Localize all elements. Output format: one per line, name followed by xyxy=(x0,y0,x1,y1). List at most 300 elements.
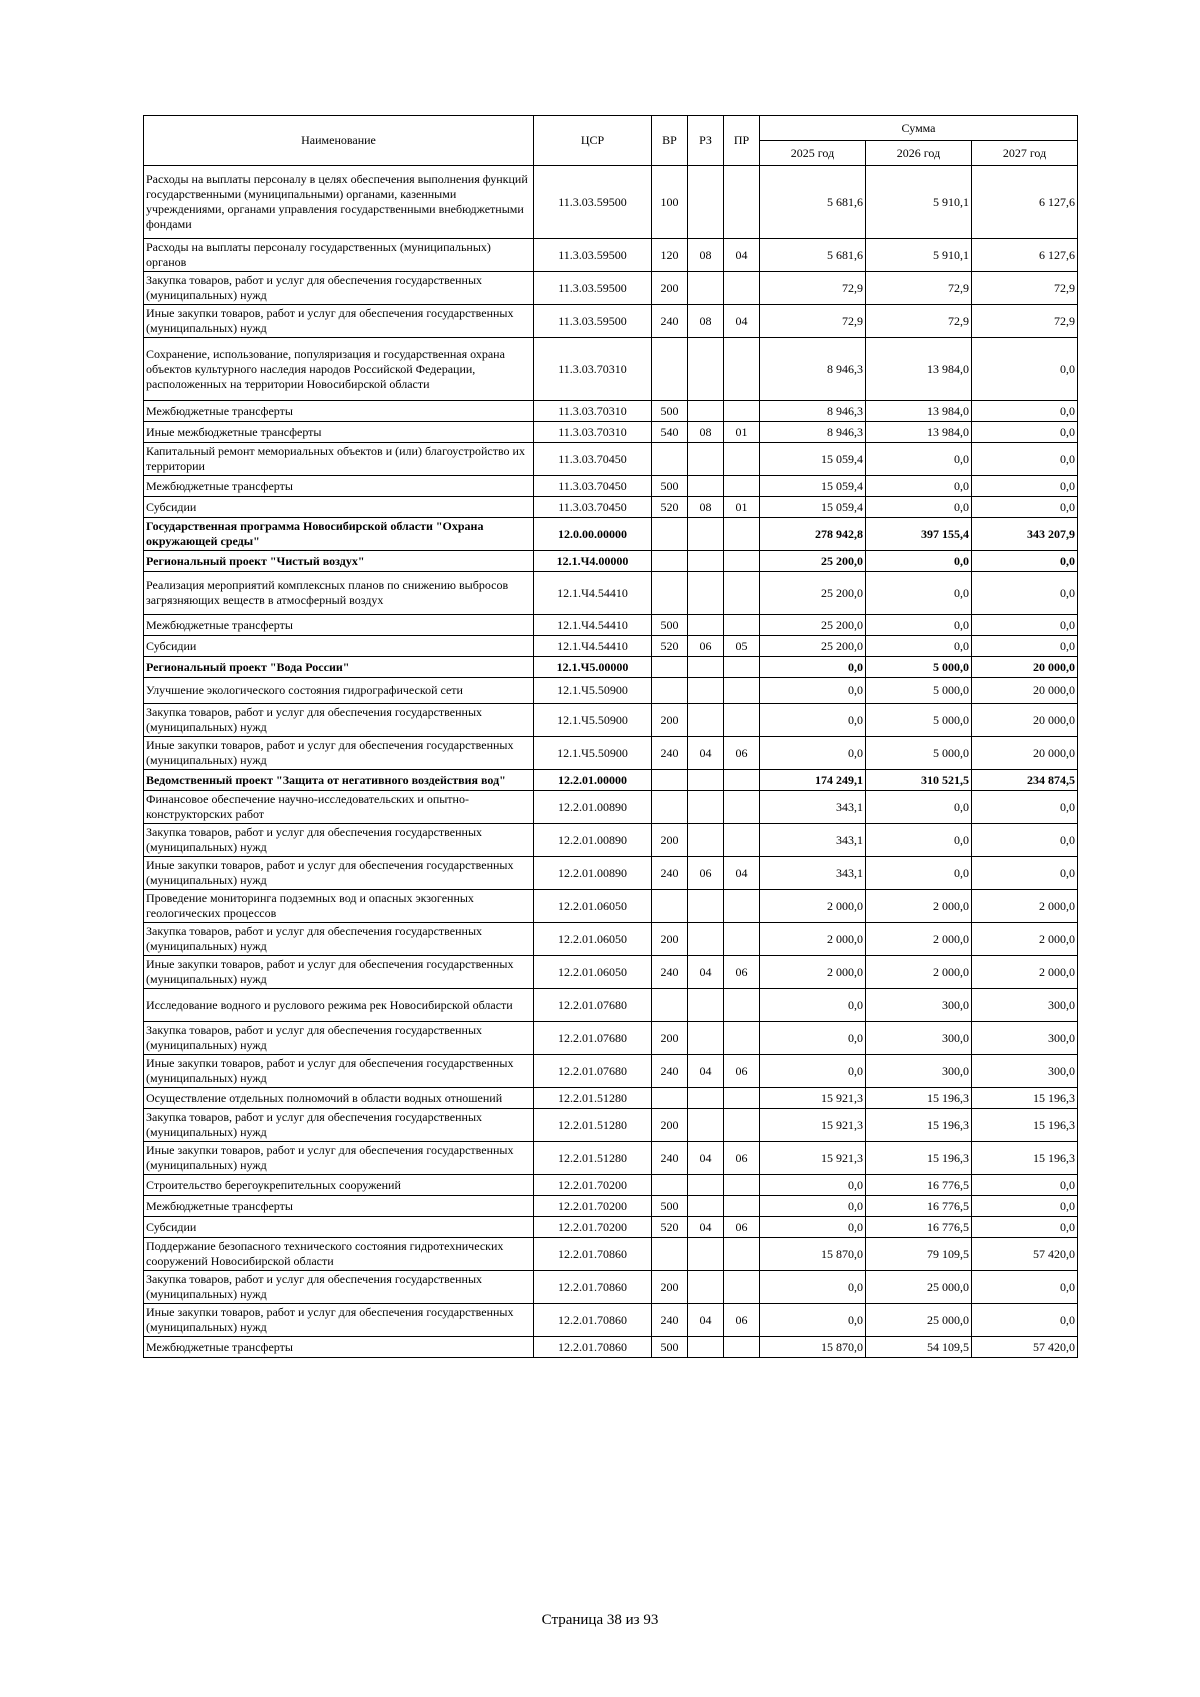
row-csr: 11.3.03.59500 xyxy=(534,272,652,305)
row-name: Субсидии xyxy=(144,636,534,657)
row-2027: 0,0 xyxy=(972,636,1078,657)
row-name: Субсидии xyxy=(144,497,534,518)
row-rz xyxy=(688,615,724,636)
row-rz: 04 xyxy=(688,1304,724,1337)
row-rz xyxy=(688,1109,724,1142)
row-pr: 05 xyxy=(724,636,760,657)
row-2025: 2 000,0 xyxy=(760,956,866,989)
row-2027: 0,0 xyxy=(972,551,1078,572)
row-rz xyxy=(688,476,724,497)
row-2026: 0,0 xyxy=(866,476,972,497)
header-2027: 2027 год xyxy=(972,141,1078,166)
row-2025: 174 249,1 xyxy=(760,770,866,791)
row-name: Расходы на выплаты персоналу государственных (муниципальных) органов xyxy=(144,239,534,272)
row-2026: 5 000,0 xyxy=(866,704,972,737)
row-vr xyxy=(652,791,688,824)
row-csr: 12.2.01.51280 xyxy=(534,1088,652,1109)
table-row xyxy=(144,401,1078,422)
row-rz: 04 xyxy=(688,956,724,989)
row-pr xyxy=(724,657,760,678)
row-2027: 6 127,6 xyxy=(972,239,1078,272)
row-2025: 2 000,0 xyxy=(760,890,866,923)
row-rz xyxy=(688,1238,724,1271)
row-csr: 12.1.Ч4.00000 xyxy=(534,551,652,572)
row-2027: 0,0 xyxy=(972,497,1078,518)
row-vr xyxy=(652,572,688,615)
row-vr: 100 xyxy=(652,166,688,239)
row-2027: 0,0 xyxy=(972,615,1078,636)
row-2025: 0,0 xyxy=(760,989,866,1022)
row-pr xyxy=(724,272,760,305)
row-csr: 12.2.01.70860 xyxy=(534,1337,652,1358)
row-csr: 11.3.03.70450 xyxy=(534,497,652,518)
row-rz xyxy=(688,1175,724,1196)
row-2027: 0,0 xyxy=(972,857,1078,890)
row-csr: 12.2.01.70200 xyxy=(534,1217,652,1238)
row-2025: 0,0 xyxy=(760,1175,866,1196)
row-rz: 04 xyxy=(688,737,724,770)
row-csr: 11.3.03.70310 xyxy=(534,422,652,443)
row-2027: 0,0 xyxy=(972,1217,1078,1238)
row-csr: 12.1.Ч5.00000 xyxy=(534,657,652,678)
row-vr xyxy=(652,890,688,923)
row-vr xyxy=(652,1175,688,1196)
row-csr: 12.2.01.00890 xyxy=(534,824,652,857)
row-2027: 20 000,0 xyxy=(972,704,1078,737)
row-rz xyxy=(688,923,724,956)
row-2025: 25 200,0 xyxy=(760,615,866,636)
row-2027: 343 207,9 xyxy=(972,518,1078,551)
row-2025: 15 921,3 xyxy=(760,1142,866,1175)
row-name: Расходы на выплаты персоналу в целях обеспечения выполнения функций государственными (муниципальными) органами, казенными учреждениями, органами управления государственными внебюджетными фондами xyxy=(144,166,534,239)
table-row xyxy=(144,166,1078,239)
row-csr: 12.2.01.70860 xyxy=(534,1271,652,1304)
row-vr xyxy=(652,1238,688,1271)
row-2027: 15 196,3 xyxy=(972,1088,1078,1109)
table-row xyxy=(144,923,1078,956)
row-name: Межбюджетные трансферты xyxy=(144,401,534,422)
row-2027: 0,0 xyxy=(972,422,1078,443)
header-2025: 2025 год xyxy=(760,141,866,166)
row-pr xyxy=(724,791,760,824)
row-csr: 11.3.03.70450 xyxy=(534,476,652,497)
row-pr xyxy=(724,443,760,476)
row-csr: 11.3.03.70310 xyxy=(534,338,652,401)
budget-table-body xyxy=(144,166,1078,1358)
row-pr xyxy=(724,518,760,551)
row-2027: 72,9 xyxy=(972,305,1078,338)
row-vr: 200 xyxy=(652,923,688,956)
row-pr xyxy=(724,338,760,401)
row-2025: 25 200,0 xyxy=(760,636,866,657)
row-vr: 240 xyxy=(652,956,688,989)
row-vr: 200 xyxy=(652,272,688,305)
row-vr: 520 xyxy=(652,636,688,657)
row-2026: 300,0 xyxy=(866,1055,972,1088)
row-vr: 500 xyxy=(652,1196,688,1217)
row-2027: 2 000,0 xyxy=(972,923,1078,956)
row-2027: 15 196,3 xyxy=(972,1109,1078,1142)
row-rz xyxy=(688,401,724,422)
row-csr: 12.1.Ч5.50900 xyxy=(534,704,652,737)
table-row xyxy=(144,824,1078,857)
row-2026: 13 984,0 xyxy=(866,401,972,422)
row-rz xyxy=(688,791,724,824)
budget-table xyxy=(143,115,1078,1358)
table-row xyxy=(144,989,1078,1022)
table-row xyxy=(144,1109,1078,1142)
row-vr: 240 xyxy=(652,1142,688,1175)
row-vr: 500 xyxy=(652,401,688,422)
row-csr: 12.1.Ч4.54410 xyxy=(534,572,652,615)
row-vr: 520 xyxy=(652,1217,688,1238)
row-name: Капитальный ремонт мемориальных объектов и (или) благоустройство их территории xyxy=(144,443,534,476)
row-2027: 0,0 xyxy=(972,338,1078,401)
row-2026: 25 000,0 xyxy=(866,1304,972,1337)
header-2026: 2026 год xyxy=(866,141,972,166)
row-name: Закупка товаров, работ и услуг для обеспечения государственных (муниципальных) нужд xyxy=(144,923,534,956)
table-row xyxy=(144,1022,1078,1055)
row-2026: 0,0 xyxy=(866,857,972,890)
row-csr: 12.1.Ч4.54410 xyxy=(534,636,652,657)
row-name: Иные закупки товаров, работ и услуг для обеспечения государственных (муниципальных) нужд xyxy=(144,1304,534,1337)
row-2027: 15 196,3 xyxy=(972,1142,1078,1175)
row-2025: 0,0 xyxy=(760,1055,866,1088)
row-rz xyxy=(688,678,724,704)
table-row xyxy=(144,1088,1078,1109)
row-rz: 04 xyxy=(688,1142,724,1175)
row-name: Региональный проект "Чистый воздух" xyxy=(144,551,534,572)
row-2026: 0,0 xyxy=(866,824,972,857)
row-2027: 0,0 xyxy=(972,1175,1078,1196)
row-vr: 540 xyxy=(652,422,688,443)
row-2026: 15 196,3 xyxy=(866,1088,972,1109)
row-pr: 04 xyxy=(724,305,760,338)
row-name: Межбюджетные трансферты xyxy=(144,615,534,636)
row-2025: 8 946,3 xyxy=(760,401,866,422)
row-vr xyxy=(652,657,688,678)
table-row xyxy=(144,1142,1078,1175)
row-pr xyxy=(724,1022,760,1055)
row-2027: 0,0 xyxy=(972,572,1078,615)
row-csr: 12.2.01.00890 xyxy=(534,857,652,890)
table-row xyxy=(144,636,1078,657)
row-pr: 06 xyxy=(724,1217,760,1238)
row-2025: 15 870,0 xyxy=(760,1238,866,1271)
header-sum: Сумма xyxy=(760,116,1078,141)
row-2026: 0,0 xyxy=(866,572,972,615)
row-csr: 11.3.03.59500 xyxy=(534,166,652,239)
row-name: Реализация мероприятий комплексных планов по снижению выбросов загрязняющих веществ в атмосферный воздух xyxy=(144,572,534,615)
row-2026: 5 000,0 xyxy=(866,737,972,770)
row-2026: 397 155,4 xyxy=(866,518,972,551)
row-name: Иные закупки товаров, работ и услуг для обеспечения государственных (муниципальных) нужд xyxy=(144,1055,534,1088)
row-pr xyxy=(724,401,760,422)
row-pr xyxy=(724,1196,760,1217)
row-2026: 5 910,1 xyxy=(866,166,972,239)
row-csr: 12.2.01.70860 xyxy=(534,1304,652,1337)
row-csr: 11.3.03.70310 xyxy=(534,401,652,422)
table-row xyxy=(144,890,1078,923)
row-rz xyxy=(688,704,724,737)
row-vr: 240 xyxy=(652,737,688,770)
row-csr: 12.2.01.06050 xyxy=(534,890,652,923)
row-rz xyxy=(688,1271,724,1304)
table-row xyxy=(144,497,1078,518)
table-row xyxy=(144,1196,1078,1217)
row-2027: 20 000,0 xyxy=(972,737,1078,770)
row-name: Закупка товаров, работ и услуг для обеспечения государственных (муниципальных) нужд xyxy=(144,1271,534,1304)
row-pr: 06 xyxy=(724,956,760,989)
row-2027: 20 000,0 xyxy=(972,657,1078,678)
row-name: Государственная программа Новосибирской области "Охрана окружающей среды" xyxy=(144,518,534,551)
row-vr: 200 xyxy=(652,824,688,857)
row-2025: 15 059,4 xyxy=(760,443,866,476)
row-vr: 500 xyxy=(652,476,688,497)
row-name: Сохранение, использование, популяризация и государственная охрана объектов культурного наследия народов Российской Федерации, расположенных на территории Новосибирской области xyxy=(144,338,534,401)
table-row xyxy=(144,476,1078,497)
row-vr xyxy=(652,678,688,704)
row-rz xyxy=(688,770,724,791)
row-rz xyxy=(688,657,724,678)
row-2025: 15 921,3 xyxy=(760,1109,866,1142)
row-2026: 0,0 xyxy=(866,551,972,572)
row-rz xyxy=(688,443,724,476)
header-rz: РЗ xyxy=(688,116,724,166)
row-vr: 240 xyxy=(652,857,688,890)
table-row xyxy=(144,338,1078,401)
row-2026: 54 109,5 xyxy=(866,1337,972,1358)
header-name: Наименование xyxy=(144,116,534,166)
row-2027: 2 000,0 xyxy=(972,890,1078,923)
row-vr: 240 xyxy=(652,1304,688,1337)
row-vr xyxy=(652,551,688,572)
row-2025: 0,0 xyxy=(760,1217,866,1238)
row-2027: 0,0 xyxy=(972,1196,1078,1217)
row-2027: 0,0 xyxy=(972,401,1078,422)
table-row xyxy=(144,1217,1078,1238)
row-name: Закупка товаров, работ и услуг для обеспечения государственных (муниципальных) нужд xyxy=(144,704,534,737)
row-rz xyxy=(688,1088,724,1109)
row-vr xyxy=(652,338,688,401)
table-row xyxy=(144,737,1078,770)
row-2025: 0,0 xyxy=(760,704,866,737)
row-2025: 72,9 xyxy=(760,272,866,305)
row-rz xyxy=(688,1196,724,1217)
table-row xyxy=(144,551,1078,572)
row-2025: 343,1 xyxy=(760,857,866,890)
row-pr: 04 xyxy=(724,857,760,890)
row-2026: 15 196,3 xyxy=(866,1109,972,1142)
table-row xyxy=(144,791,1078,824)
row-vr: 500 xyxy=(652,615,688,636)
row-vr: 200 xyxy=(652,704,688,737)
budget-table-container xyxy=(143,115,1077,1358)
row-name: Финансовое обеспечение научно-исследовательских и опытно-конструкторских работ xyxy=(144,791,534,824)
row-2025: 72,9 xyxy=(760,305,866,338)
row-vr: 200 xyxy=(652,1022,688,1055)
row-pr xyxy=(724,1337,760,1358)
row-2026: 16 776,5 xyxy=(866,1196,972,1217)
row-rz xyxy=(688,518,724,551)
row-rz xyxy=(688,272,724,305)
header-pr: ПР xyxy=(724,116,760,166)
row-2025: 0,0 xyxy=(760,1196,866,1217)
row-2026: 72,9 xyxy=(866,272,972,305)
row-2026: 2 000,0 xyxy=(866,956,972,989)
row-rz: 08 xyxy=(688,422,724,443)
row-csr: 12.2.01.06050 xyxy=(534,923,652,956)
row-2025: 15 059,4 xyxy=(760,476,866,497)
row-name: Исследование водного и руслового режима рек Новосибирской области xyxy=(144,989,534,1022)
row-name: Субсидии xyxy=(144,1217,534,1238)
row-name: Закупка товаров, работ и услуг для обеспечения государственных (муниципальных) нужд xyxy=(144,1022,534,1055)
row-2026: 0,0 xyxy=(866,443,972,476)
row-2026: 5 000,0 xyxy=(866,657,972,678)
row-2026: 5 000,0 xyxy=(866,678,972,704)
row-rz xyxy=(688,338,724,401)
table-row xyxy=(144,956,1078,989)
row-name: Осуществление отдельных полномочий в области водных отношений xyxy=(144,1088,534,1109)
row-name: Иные закупки товаров, работ и услуг для обеспечения государственных (муниципальных) нужд xyxy=(144,737,534,770)
table-row xyxy=(144,443,1078,476)
table-row xyxy=(144,518,1078,551)
row-name: Региональный проект "Вода России" xyxy=(144,657,534,678)
row-rz xyxy=(688,551,724,572)
row-2026: 0,0 xyxy=(866,615,972,636)
page-number: Страница 38 из 93 xyxy=(541,1612,659,1628)
row-csr: 12.2.01.00890 xyxy=(534,791,652,824)
table-row xyxy=(144,1055,1078,1088)
row-2025: 5 681,6 xyxy=(760,239,866,272)
row-rz xyxy=(688,824,724,857)
row-name: Поддержание безопасного технического состояния гидротехнических сооружений Новосибирской области xyxy=(144,1238,534,1271)
row-rz xyxy=(688,1337,724,1358)
row-2026: 300,0 xyxy=(866,1022,972,1055)
row-csr: 12.2.01.51280 xyxy=(534,1142,652,1175)
table-row xyxy=(144,704,1078,737)
row-rz: 06 xyxy=(688,636,724,657)
row-2026: 25 000,0 xyxy=(866,1271,972,1304)
row-csr: 12.2.01.70200 xyxy=(534,1196,652,1217)
row-2025: 8 946,3 xyxy=(760,422,866,443)
row-2027: 57 420,0 xyxy=(972,1337,1078,1358)
row-2027: 72,9 xyxy=(972,272,1078,305)
row-rz xyxy=(688,1022,724,1055)
row-2027: 2 000,0 xyxy=(972,956,1078,989)
row-2026: 72,9 xyxy=(866,305,972,338)
row-2025: 278 942,8 xyxy=(760,518,866,551)
row-pr xyxy=(724,1109,760,1142)
row-name: Ведомственный проект "Защита от негативного воздействия вод" xyxy=(144,770,534,791)
row-pr xyxy=(724,923,760,956)
row-csr: 12.2.01.06050 xyxy=(534,956,652,989)
row-2027: 57 420,0 xyxy=(972,1238,1078,1271)
row-2026: 0,0 xyxy=(866,791,972,824)
row-2025: 0,0 xyxy=(760,1022,866,1055)
row-2027: 0,0 xyxy=(972,791,1078,824)
row-rz: 04 xyxy=(688,1055,724,1088)
row-2026: 5 910,1 xyxy=(866,239,972,272)
row-2025: 0,0 xyxy=(760,1271,866,1304)
row-name: Межбюджетные трансферты xyxy=(144,1196,534,1217)
row-pr: 06 xyxy=(724,1055,760,1088)
row-pr xyxy=(724,1271,760,1304)
row-pr xyxy=(724,704,760,737)
row-vr: 200 xyxy=(652,1271,688,1304)
row-csr: 12.2.01.70860 xyxy=(534,1238,652,1271)
header-vr: ВР xyxy=(652,116,688,166)
row-2027: 0,0 xyxy=(972,1304,1078,1337)
row-2027: 300,0 xyxy=(972,1022,1078,1055)
row-2025: 0,0 xyxy=(760,657,866,678)
row-csr: 12.1.Ч4.54410 xyxy=(534,615,652,636)
row-2025: 8 946,3 xyxy=(760,338,866,401)
row-2027: 300,0 xyxy=(972,989,1078,1022)
row-vr: 500 xyxy=(652,1337,688,1358)
row-pr xyxy=(724,1088,760,1109)
row-pr xyxy=(724,166,760,239)
row-vr: 240 xyxy=(652,1055,688,1088)
row-2026: 16 776,5 xyxy=(866,1217,972,1238)
row-name: Межбюджетные трансферты xyxy=(144,476,534,497)
row-name: Иные закупки товаров, работ и услуг для обеспечения государственных (муниципальных) нужд xyxy=(144,857,534,890)
table-row xyxy=(144,1175,1078,1196)
row-pr xyxy=(724,824,760,857)
table-row xyxy=(144,422,1078,443)
row-name: Иные межбюджетные трансферты xyxy=(144,422,534,443)
row-rz: 04 xyxy=(688,1217,724,1238)
row-2026: 13 984,0 xyxy=(866,422,972,443)
table-row xyxy=(144,1337,1078,1358)
row-pr xyxy=(724,1238,760,1271)
table-row xyxy=(144,770,1078,791)
row-pr: 06 xyxy=(724,1142,760,1175)
row-name: Закупка товаров, работ и услуг для обеспечения государственных (муниципальных) нужд xyxy=(144,824,534,857)
row-2025: 343,1 xyxy=(760,824,866,857)
row-2027: 20 000,0 xyxy=(972,678,1078,704)
row-rz: 08 xyxy=(688,305,724,338)
row-pr: 06 xyxy=(724,1304,760,1337)
row-pr xyxy=(724,476,760,497)
row-pr xyxy=(724,770,760,791)
row-pr: 04 xyxy=(724,239,760,272)
row-2026: 310 521,5 xyxy=(866,770,972,791)
row-2025: 343,1 xyxy=(760,791,866,824)
row-2025: 15 059,4 xyxy=(760,497,866,518)
table-row xyxy=(144,615,1078,636)
row-2027: 300,0 xyxy=(972,1055,1078,1088)
row-vr xyxy=(652,989,688,1022)
table-row xyxy=(144,305,1078,338)
table-row xyxy=(144,857,1078,890)
row-name: Строительство берегоукрепительных сооружений xyxy=(144,1175,534,1196)
row-csr: 11.3.03.70450 xyxy=(534,443,652,476)
row-2027: 234 874,5 xyxy=(972,770,1078,791)
row-pr: 01 xyxy=(724,497,760,518)
row-2027: 0,0 xyxy=(972,476,1078,497)
row-2026: 2 000,0 xyxy=(866,923,972,956)
row-csr: 12.2.01.70200 xyxy=(534,1175,652,1196)
row-2025: 0,0 xyxy=(760,1304,866,1337)
table-row xyxy=(144,678,1078,704)
row-rz xyxy=(688,989,724,1022)
row-vr: 200 xyxy=(652,1109,688,1142)
row-2025: 25 200,0 xyxy=(760,551,866,572)
row-2026: 79 109,5 xyxy=(866,1238,972,1271)
row-csr: 12.2.01.00000 xyxy=(534,770,652,791)
row-rz xyxy=(688,166,724,239)
